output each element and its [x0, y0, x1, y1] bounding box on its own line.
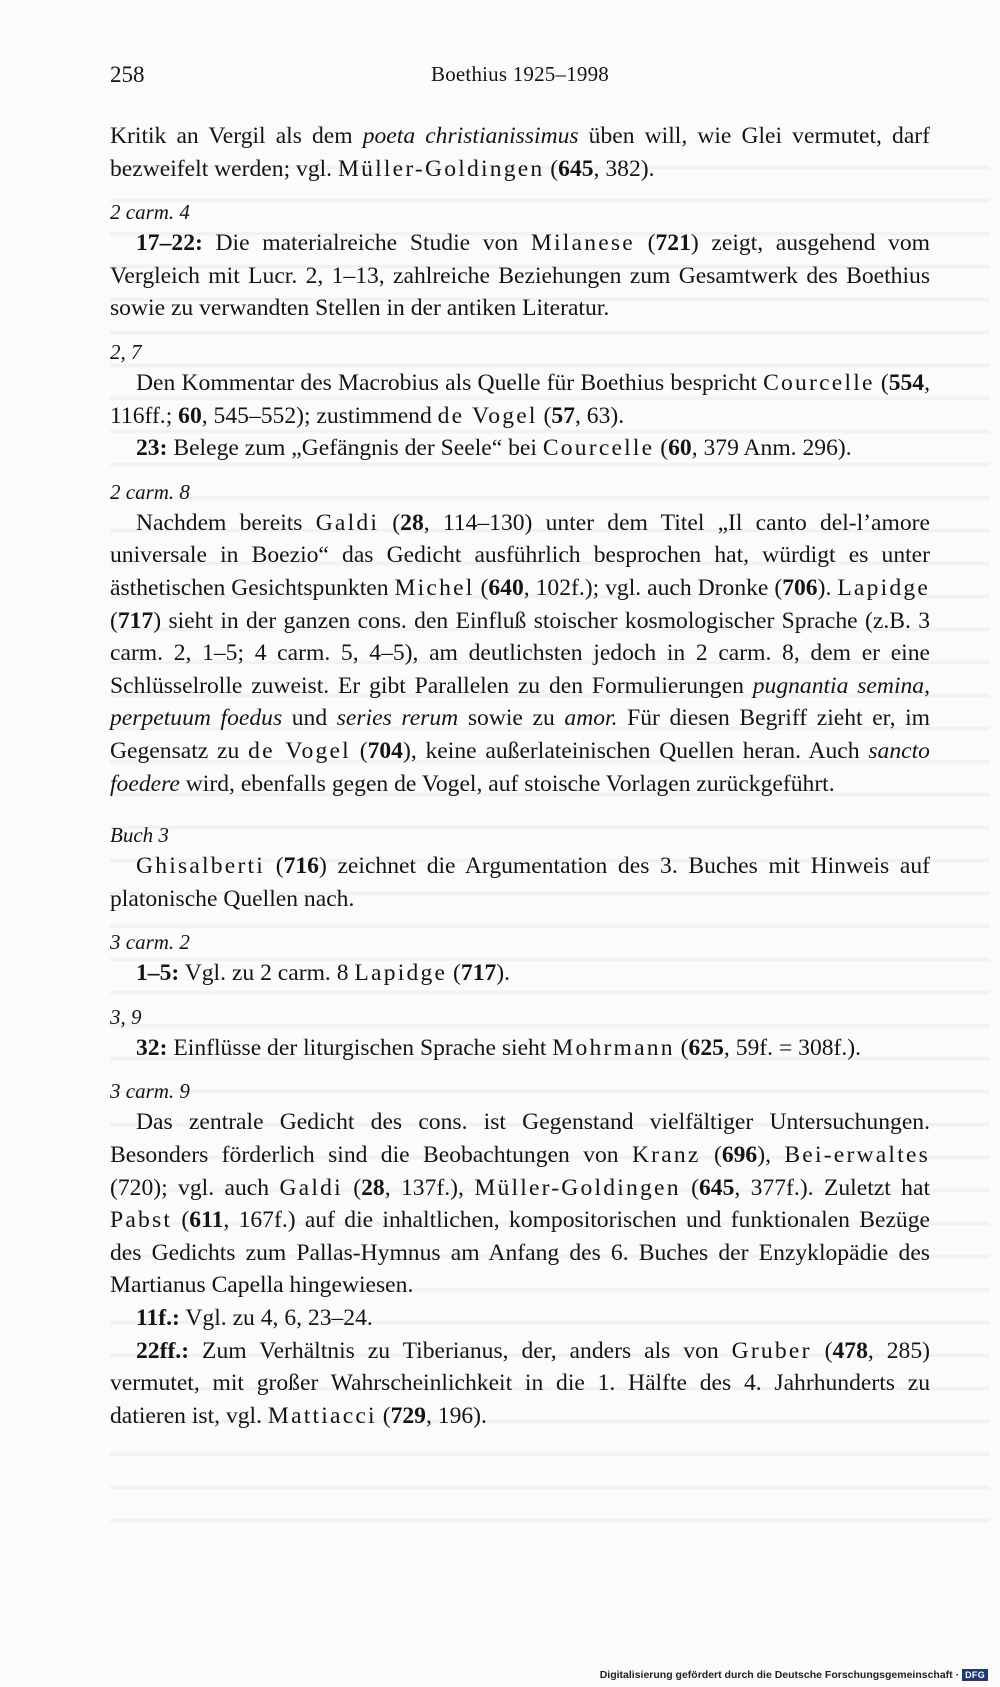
reference-number: 729: [390, 1402, 426, 1429]
text: ), keine außerlateinischen Quellen heran. Auch: [402, 737, 869, 764]
text: ) sieht in der ganzen cons. den Einfluß stoischer kosmologischer Sprache (z.B. 3 carm. 2, 1–5; 4 carm. 5, 4–5), am deutlichsten jedoch in 2 carm. 8, dem er eine Schlüsselrolle zuweist. Er gibt Parallelen zu den Formulierungen: [110, 607, 930, 699]
text: sowie zu: [458, 705, 565, 732]
text: Einflüsse der liturgischen Sprache sieht: [167, 1034, 553, 1061]
author-name: de Vogel: [248, 737, 351, 764]
text: , 59f. = 308f.).: [723, 1034, 862, 1061]
section-label: Buch 3: [110, 823, 169, 848]
text: , 382).: [593, 155, 655, 182]
text: ).: [496, 960, 511, 987]
section-paragraph: [110, 957, 930, 990]
text: , 196).: [425, 1402, 487, 1429]
line-reference: 22ff.:: [136, 1337, 190, 1364]
author-name: Müller-Goldingen: [474, 1174, 681, 1201]
text: , 285) vermutet, mit großer Wahrscheinlichkeit in die 1. Hälfte des 4. Jahrhunderts zu datieren ist, vgl.: [110, 1337, 931, 1429]
text: ) zeigt, ausgehend vom Vergleich mit Lucr. 2, 1–13, zahlreiche Beziehungen zum Gesamtwerk des Boethius sowie zu verwandten Stellen in der antiken Literatur.: [110, 230, 930, 322]
text: Den Kommentar des Macrobius als Quelle für Boethius bespricht: [136, 369, 764, 396]
text: (: [674, 1034, 689, 1061]
text: ) zeichnet die Argumentation des 3. Buches mit Hinweis auf platonische Quellen nach.: [110, 853, 930, 912]
text: Zum Verhältnis zu Tiberianus, der, anders als von: [189, 1337, 732, 1364]
author-name: Pabst: [110, 1207, 173, 1234]
text: (: [376, 1402, 391, 1429]
section-paragraph: [110, 1032, 930, 1065]
text: Vgl. zu 2 carm. 8: [179, 960, 355, 987]
footer-text: Digitalisierung gefördert durch die Deutsche Forschungsgemeinschaft ·: [599, 1669, 960, 1681]
author-name: Müller-Goldingen: [337, 155, 545, 182]
reference-number: 28: [400, 509, 424, 536]
section-label: 3, 9: [110, 1004, 142, 1029]
author-name: Kranz: [631, 1142, 701, 1169]
section-paragraph: [110, 227, 930, 325]
text: (: [110, 607, 118, 634]
section-paragraph: [110, 1302, 930, 1335]
text: (: [447, 960, 461, 987]
text: (: [350, 737, 368, 764]
reference-number: 645: [698, 1174, 735, 1201]
text: ,: [924, 672, 930, 699]
reference-number: 611: [189, 1207, 224, 1234]
text: , 379 Anm. 296).: [691, 435, 852, 462]
text: (: [474, 574, 489, 601]
section-label: 2, 7: [110, 339, 142, 364]
reference-number: 704: [367, 737, 403, 764]
reference-number: 717: [117, 607, 154, 634]
text: Für diesen Begriff zieht er, im Gegensatz zu: [110, 705, 930, 764]
text: (: [265, 853, 284, 880]
italic-term: poeta christianissimus: [362, 123, 579, 149]
section-label: 3 carm. 2: [110, 930, 190, 955]
text: Nachdem bereits: [136, 509, 316, 536]
italic-term: perpetuum foedus: [110, 705, 283, 732]
intro-paragraph: [110, 120, 930, 185]
line-reference: 11f.:: [136, 1305, 180, 1332]
reference-number: 57: [551, 402, 575, 429]
text: , 167f.) auf die inhaltlichen, kompositorischen und funktionalen Bezüge des Gedichts zum Pallas-Hymnus am Anfang des 6. Buches der Enzyklopädie des Martianus Capella hingewiesen.: [110, 1207, 930, 1299]
text: (: [172, 1207, 190, 1234]
reference-number: 625: [688, 1034, 724, 1061]
text: Belege zum „Gefängnis der Seele“ bei: [167, 435, 543, 462]
author-name: Courcelle: [763, 369, 875, 396]
author-name: Galdi: [315, 509, 380, 536]
line-reference: 17–22:: [136, 230, 203, 257]
author-name: Galdi: [279, 1174, 343, 1201]
author-name: Lapidge: [354, 960, 448, 987]
page-header: [110, 62, 930, 96]
reference-number: 640: [488, 574, 524, 601]
text: , 545–552); zustimmend: [201, 402, 438, 429]
reference-number: 716: [283, 853, 319, 880]
reference-number: 60: [178, 402, 202, 429]
dfg-logo-icon: DFG: [962, 1669, 988, 1681]
reference-number: 28: [361, 1174, 385, 1201]
text: wird, ebenfalls gegen de Vogel, auf stoische Vorlagen zurückgeführt.: [179, 770, 835, 797]
author-name: Ghisalberti: [136, 853, 266, 880]
text: , 377f.). Zuletzt hat: [734, 1174, 930, 1201]
text: (: [811, 1337, 833, 1364]
line-reference: 32:: [136, 1034, 168, 1061]
reference-number: 645: [558, 155, 594, 182]
reference-number: 706: [782, 574, 818, 601]
author-name: Mattiacci: [267, 1402, 377, 1429]
italic-term: series rerum: [336, 705, 459, 732]
italic-term: pugnantia semina: [752, 672, 925, 699]
page-number: 258: [110, 62, 145, 87]
text: ),: [757, 1142, 785, 1169]
text: Kritik an Vergil als dem: [110, 123, 363, 149]
text: (: [680, 1174, 699, 1201]
text: üben will, wie Glei vermutet, darf bezweifelt werden; vgl.: [110, 123, 930, 182]
section-paragraph: [110, 367, 930, 432]
text: und: [282, 705, 337, 732]
text: ).: [817, 574, 838, 601]
reference-number: 60: [668, 435, 692, 462]
running-title: Boethius 1925–1998: [430, 62, 610, 86]
section-paragraph: [110, 850, 930, 915]
reference-number: 721: [655, 230, 691, 257]
text: (: [537, 402, 552, 429]
reference-number: 696: [721, 1142, 758, 1169]
author-name: Bei-erwaltes: [784, 1142, 930, 1169]
text: Das zentrale Gedicht des cons. ist Gegenstand vielfältiger Untersuchungen. Besonders förderlich sind die Beobachtungen von: [110, 1109, 930, 1169]
text: , 114–130) unter dem Titel „Il canto del-l’amore universale in Boezio“ das Gedicht ausführlich besprochen hat, würdigt es unter ästhetischen Gesichtspunkten: [110, 509, 930, 601]
author-name: Milanese: [530, 230, 635, 257]
reference-number: 717: [460, 960, 497, 987]
section-label: 3 carm. 9: [110, 1079, 190, 1104]
line-reference: 1–5:: [136, 960, 180, 987]
text: (: [342, 1174, 362, 1201]
section-paragraph: [110, 1335, 930, 1433]
section-paragraph: [110, 432, 930, 465]
text: , 116ff.;: [110, 369, 930, 429]
author-name: de Vogel: [437, 402, 538, 429]
section-label: 2 carm. 4: [110, 200, 190, 225]
reference-number: 478: [832, 1337, 868, 1364]
text: (: [379, 509, 401, 536]
text: (720); vgl. auch: [110, 1174, 280, 1201]
line-reference: 23:: [136, 435, 168, 462]
author-name: Courcelle: [542, 435, 655, 462]
text: Die materialreiche Studie von: [202, 230, 531, 257]
italic-term: sancto foedere: [110, 737, 930, 797]
reference-number: 554: [888, 369, 925, 396]
spacer: [110, 800, 930, 808]
italic-term: amor.: [564, 705, 618, 732]
text: (: [634, 230, 656, 257]
text: , 102f.); vgl. auch Dronke (: [523, 574, 783, 601]
section-paragraph: [110, 507, 930, 800]
text: (: [544, 155, 559, 182]
page-body: [110, 120, 930, 1432]
author-name: Lapidge: [837, 574, 931, 601]
author-name: Gruber: [731, 1337, 812, 1364]
text: , 63).: [575, 402, 625, 429]
text: (: [654, 435, 669, 462]
section-label: 2 carm. 8: [110, 479, 190, 504]
text: , 137f.),: [384, 1174, 475, 1201]
text: (: [700, 1142, 722, 1169]
text: Vgl. zu 4, 6, 23–24.: [179, 1305, 373, 1332]
text: (: [874, 369, 889, 396]
author-name: Mohrmann: [552, 1034, 675, 1061]
section-paragraph: [110, 1106, 930, 1302]
author-name: Michel: [394, 574, 475, 601]
digitization-footer: [600, 1669, 988, 1681]
